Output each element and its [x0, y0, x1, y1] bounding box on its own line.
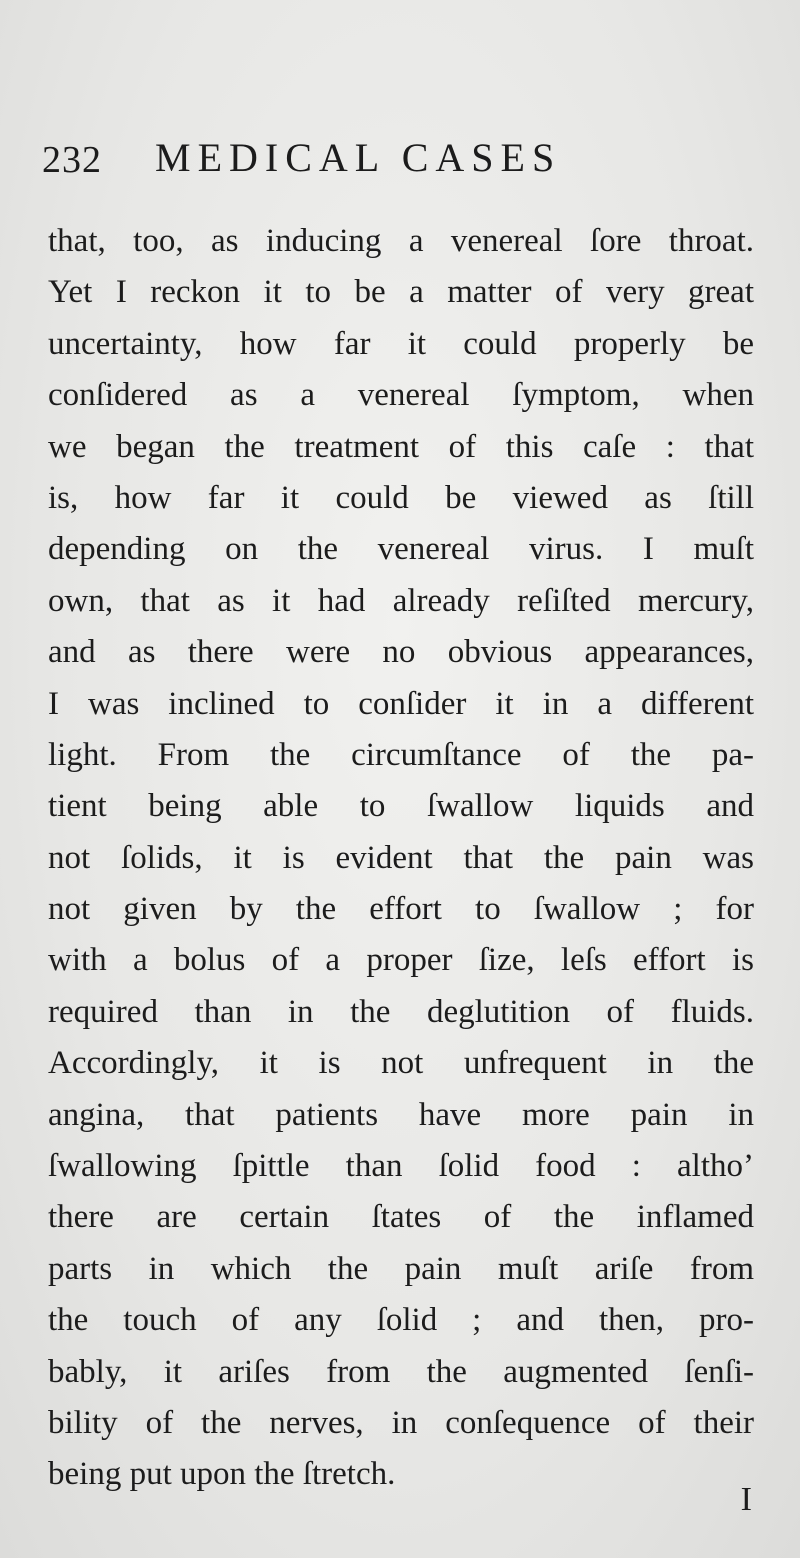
- text-line: Yet I reckon it to be a matter of very great: [48, 274, 754, 311]
- text-line: is, how far it could be viewed as ſtill: [48, 479, 754, 516]
- text-line: and as there were no obvious appearances,: [48, 634, 754, 671]
- text-line: we began the treatment of this caſe : that: [48, 428, 754, 465]
- text-line: conſidered as a venereal ſymptom, when: [48, 377, 754, 414]
- text-line: bility of the nerves, in conſequence of their: [48, 1404, 754, 1441]
- catchword: I: [740, 1481, 752, 1518]
- text-line: being put upon the ſtretch.: [48, 1456, 396, 1493]
- text-line: depending on the venereal virus. I muſt: [48, 531, 754, 568]
- text-line: own, that as it had already reſiſted mercury,: [48, 582, 754, 619]
- running-head: MEDICAL CASES: [155, 135, 562, 180]
- body-text: [48, 216, 754, 1501]
- text-line: not given by the effort to ſwallow ; for: [48, 891, 754, 928]
- text-line: I was inclined to conſider it in a different: [48, 685, 754, 722]
- text-line: light. From the circumſtance of the pa-: [48, 736, 754, 773]
- text-line: not ſolids, it is evident that the pain was: [48, 839, 754, 876]
- text-line: that, too, as inducing a venereal ſore throat.: [48, 223, 754, 259]
- text-line: bably, it ariſes from the augmented ſenſi-: [48, 1353, 754, 1390]
- text-line: uncertainty, how far it could properly be: [48, 325, 754, 362]
- text-line: with a bolus of a proper ſize, leſs effort is: [48, 942, 754, 979]
- text-line: required than in the deglutition of fluids.: [48, 993, 754, 1030]
- text-line: the touch of any ſolid ; and then, pro-: [48, 1302, 754, 1339]
- text-line: tient being able to ſwallow liquids and: [48, 788, 754, 825]
- text-line: parts in which the pain muſt ariſe from: [48, 1250, 754, 1287]
- text-line: ſwallowing ſpittle than ſolid food : altho’: [48, 1148, 754, 1185]
- text-line: there are certain ſtates of the inflamed: [48, 1199, 754, 1236]
- page-number: 232: [42, 139, 102, 181]
- text-line: Accordingly, it is not unfrequent in the: [48, 1045, 754, 1082]
- text-line: angina, that patients have more pain in: [48, 1096, 754, 1133]
